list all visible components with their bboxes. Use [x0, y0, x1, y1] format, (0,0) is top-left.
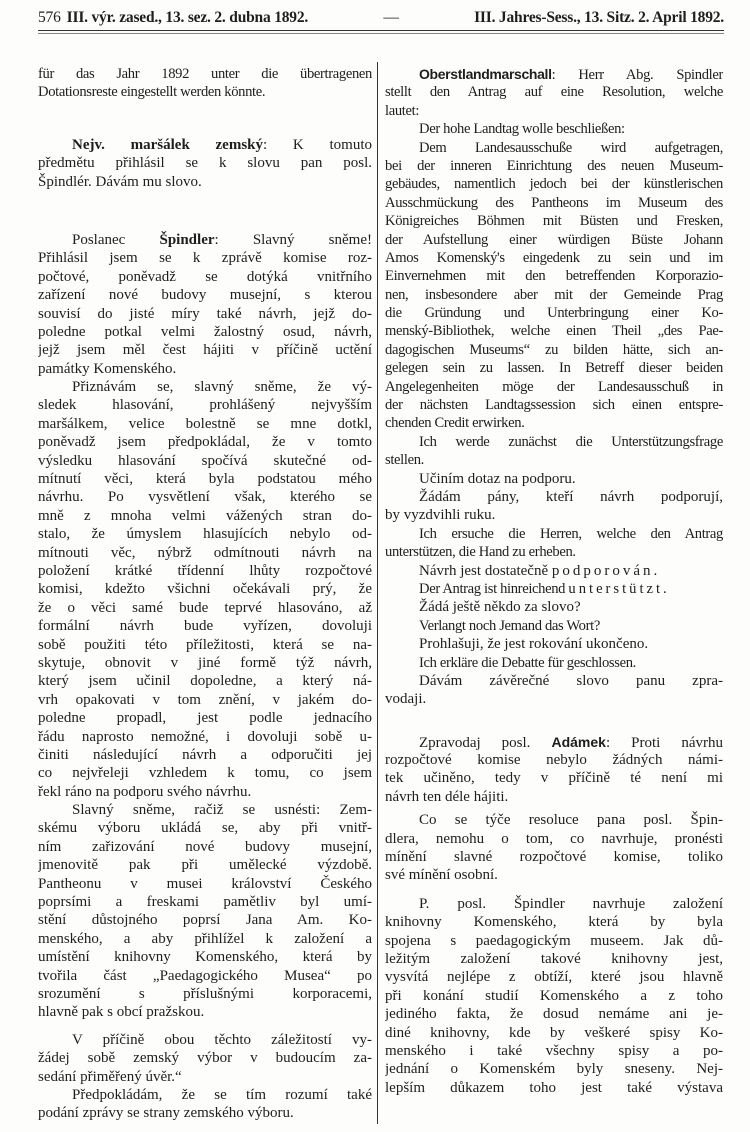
- text-line: mítnouti věc, nýbrž odmítnouti návrh na: [38, 544, 372, 561]
- text-line: komisi, kdežto všichni očekávali prý, že: [38, 581, 372, 598]
- header-right-text: III. Jahres-Sess., 13. Sitz. 2. April 1892.: [474, 9, 724, 26]
- text-line: gelegen sein zu lassen. In Betreff dieser beiden: [385, 360, 723, 377]
- paragraph: [38, 65, 372, 102]
- text-line: V příčině obou těchto záležitostí vy-: [72, 1031, 372, 1048]
- text-line: lautet:: [385, 102, 420, 119]
- text-line: srozumění s příslušnými korporacemi,: [38, 985, 372, 1002]
- text-line: stalo, že úmyslem hlasujících nebylo od-: [38, 526, 372, 543]
- text-line: vrh opakovati v tom znění, v jakém do-: [38, 691, 372, 708]
- text-line: menského, a aby přihlížel k založení a: [38, 930, 372, 947]
- text-line: bei der inneren Einrichtung des neuen Museum-: [385, 157, 723, 174]
- text-line: Přiznávám se, slavný sněme, že vý-: [72, 379, 372, 396]
- text-line: návrhu. Po vysvětlení však, kterého se: [38, 489, 372, 506]
- text-line: Ausschmückung des Pantheons im Museum des: [385, 194, 723, 211]
- text-line: sobě použiti této příležitosti, která se na-: [38, 636, 372, 653]
- text-line: činiti následující návrh a odporučiti jej: [38, 746, 372, 763]
- paragraph: [385, 562, 723, 580]
- text-line: gebäudes, namentlich jedoch bei der künstlerischen: [385, 176, 723, 193]
- text-line: skému výboru ukládá se, aby při vnitř-: [38, 820, 372, 837]
- paragraph: [385, 895, 723, 1097]
- text-line: mínění slavné rozpočtové komise, toliko: [385, 849, 723, 866]
- paragraph: [385, 635, 723, 653]
- text-line: poprsími a freskami pamětliv byl umí-: [38, 894, 372, 911]
- paragraph: [385, 525, 723, 562]
- speaker-text: : Proti návrhu: [605, 734, 723, 751]
- text-line: skytuje, obnovit v jiné formě týž návrh,: [38, 654, 372, 671]
- text-line: by vyzdvihli ruku.: [385, 507, 496, 524]
- text-line: poledne potkal velmi žalostný osud, návrh,: [38, 323, 372, 340]
- paragraph: [385, 598, 723, 616]
- text-line: počtové, poněvadž se dotýká vnitřního: [38, 268, 372, 285]
- text-line: Ich ersuche die Herren, welche den Antrag: [419, 525, 723, 542]
- speaker-name: Špindler: [159, 231, 215, 248]
- paragraph: [385, 672, 723, 709]
- paragraph: [385, 120, 723, 138]
- text-line: Špindlér. Dávám mu slovo.: [38, 173, 202, 190]
- text-line: [385, 580, 723, 598]
- text-line: Verlangt noch Jemand das Wort?: [419, 617, 600, 634]
- header-separator: —: [383, 9, 399, 26]
- text-line: Angelegenheiten möge der Landesausschuß in: [385, 378, 723, 395]
- text-line: Ich werde zunächst die Unterstützungsfrage: [419, 433, 723, 450]
- speaker-text: : Slavný sněme!: [214, 231, 372, 248]
- text-line: formální návrh bude vyřízen, dovoluji: [38, 618, 372, 635]
- text-line: podání zprávy se strany zemského výboru.: [38, 1105, 294, 1122]
- paragraph: [385, 65, 723, 120]
- text-line: souvisí do jisté míry také návrh, jejž do-: [38, 305, 372, 322]
- text-line: stění důstojného poprsí Jana Am. Ko-: [38, 912, 372, 929]
- text-line: rozpočtové komise nebylo žádných námi-: [385, 752, 723, 769]
- text-line: maršálkem, velice bolestně se mne dotkl,: [38, 415, 372, 432]
- paragraph: [38, 1086, 372, 1123]
- text-line: ním zařizování nové budovy musejní,: [38, 838, 372, 855]
- text-line: stellt den Antrag auf eine Resolution, welche: [385, 84, 723, 101]
- speaker-prefix: Der Antrag ist hinreichend: [419, 580, 569, 597]
- column-divider: [377, 62, 378, 1124]
- text-line: [385, 65, 723, 83]
- paragraph: [38, 1031, 372, 1086]
- text-line: [385, 562, 723, 580]
- paragraph: [385, 811, 723, 885]
- text-line: umístění knihovny Komenského, která by: [38, 949, 372, 966]
- text-line: nen, insbesondere aber mit der Gemeinde Prag: [385, 286, 723, 303]
- text-line: menský-Bibliothek, welche einen Theil „des Pae-: [385, 323, 723, 340]
- speaker-prefix: Zpravodaj posl.: [419, 734, 552, 751]
- text-line: Žádá ještě někdo za slovo?: [419, 599, 581, 616]
- text-line: mítnutí věci, která byla podstatou mého: [38, 471, 372, 488]
- text-line: řekl ráno na podporu svého návrhu.: [38, 783, 252, 800]
- text-line: jednání o Komenském byly sneseny. Nej-: [385, 1061, 723, 1078]
- text-line: Dávám závěrečné slovo panu zpra-: [419, 672, 723, 689]
- text-line: unterstützen, die Hand zu erheben.: [385, 544, 576, 561]
- header-left-text: III. výr. zased., 13. sez. 2. dubna 1892.: [66, 9, 309, 26]
- text-line: Pantheonu v musei království Českého: [38, 875, 372, 892]
- speaker-name: Nejv. maršálek zemský: [72, 136, 264, 153]
- paragraph: [385, 139, 723, 433]
- text-line: jejž jsem měl čest hájiti v příčině uctění: [38, 342, 372, 359]
- text-line: P. posl. Špindler navrhuje založení: [419, 895, 723, 912]
- text-line: při konání studií Komenského a z toho: [385, 987, 723, 1004]
- text-line: [38, 231, 372, 249]
- right-column: [385, 65, 723, 1097]
- paragraph: [385, 433, 723, 470]
- text-line: mně z mnoha velmi vážených stran do-: [38, 507, 372, 524]
- text-line: Amos Komenský's eingedenk zu sein und im: [385, 249, 723, 266]
- speaker-prefix: Poslanec: [72, 231, 160, 248]
- header-czech: [38, 9, 308, 27]
- text-line: Co se týče resoluce pana posl. Špin-: [419, 812, 723, 829]
- text-line: že o věci samé bude teprvé hlasováno, až: [38, 599, 372, 616]
- text-line: Učiním dotaz na podporu.: [419, 470, 576, 487]
- paragraph: [385, 470, 723, 488]
- text-line: řádu naprosto nemožné, i dovoluji sobě u-: [38, 728, 372, 745]
- text-line: Přihlásil jsem se k zprávě komise roz-: [38, 250, 372, 267]
- text-line: ležitým založení takové knihovny jest,: [385, 950, 723, 967]
- text-line: chenden Credit erwirken.: [385, 415, 525, 432]
- text-line: menského i také všechny spisy a po-: [385, 1042, 723, 1059]
- text-line: Ich erkläre die Debatte für geschlossen.: [419, 654, 636, 671]
- text-line: co nejvřeleji vzhledem k tomu, co jsem: [38, 765, 372, 782]
- emphasized-text: unterstützt.: [568, 580, 670, 597]
- text-line: Slavný sněme, račiž se usnésti: Zem-: [72, 802, 372, 819]
- text-line: spojena s paedagogickým museem. Jak dů-: [385, 932, 723, 949]
- text-line: sledek hlasování, prohlášený nejvyšším: [38, 397, 372, 414]
- paragraph: [38, 136, 372, 191]
- text-line: návrh ten déle hájiti.: [385, 788, 509, 805]
- paragraph: [385, 654, 723, 672]
- text-line: Königreiches Böhmen mit Büsten und Fresken,: [385, 213, 723, 230]
- text-line: položení krátké třídenní lhůty rozpočtové: [38, 562, 372, 579]
- text-line: Předpokládám, že se tím rozumí také: [72, 1086, 372, 1103]
- text-line: Der hohe Landtag wolle beschließen:: [419, 121, 625, 138]
- left-column: [38, 65, 372, 1123]
- text-line: sedání přiměřený úvěr.“: [38, 1068, 182, 1085]
- speaker-prefix: Návrh jest dostatečně: [419, 562, 552, 579]
- text-line: žádej sobě zemský výbor v budoucím za-: [38, 1050, 372, 1067]
- paragraph: [385, 488, 723, 525]
- text-line: poněvadž jsem předpokládal, že v tomto: [38, 434, 372, 451]
- text-line: tvořila část „Paedagogického Musea“ po: [38, 967, 372, 984]
- text-line: poledne propadl, jest podle jednacího: [38, 710, 372, 727]
- text-line: die Gründung und Unterbringung einer Ko-: [385, 305, 723, 322]
- text-line: knihovny Komenského, která by byla: [385, 914, 723, 931]
- text-line: dagogischen Museums“ zu bilden hätte, sich an-: [385, 341, 723, 358]
- emphasized-text: podporován.: [551, 562, 661, 579]
- text-line: výsledku hlasování spočívá skutečné od-: [38, 452, 372, 469]
- paragraph: [385, 580, 723, 598]
- text-line: jediného fakta, že dosud nemáme ani je-: [385, 1006, 723, 1023]
- text-line: jmenovitě pak při umělecké výzdobě.: [38, 857, 372, 874]
- text-line: Žádám pány, kteří návrh podporují,: [419, 488, 723, 505]
- header-rule: [38, 33, 724, 34]
- running-header: [38, 6, 724, 31]
- text-line: Prohlašuji, že jest rokování ukončeno.: [419, 636, 649, 653]
- text-line: für das Jahr 1892 unter die übertragenen: [38, 66, 372, 82]
- text-line: lepším důkazem toho jest také výstava: [385, 1079, 723, 1096]
- text-line: předmětu přihlásil se k slovu pan posl.: [38, 155, 372, 172]
- speaker-text: : Herr Abg. Spindler: [551, 67, 723, 83]
- text-line: Einvernehmen mit den betreffenden Korporazio-: [385, 268, 723, 285]
- text-line: památky Komenského.: [38, 360, 177, 377]
- text-line: své mínění osobní.: [385, 867, 498, 884]
- text-line: [38, 136, 372, 154]
- text-line: dlera, nemohu o tom, co navrhuje, pronésti: [385, 830, 723, 847]
- paragraph: [38, 378, 372, 801]
- text-line: der nächsten Landtagssession sich einen entspre-: [385, 397, 723, 414]
- paragraph: [385, 617, 723, 635]
- text-line: který jsem učinil dopoledne, a který ná-: [38, 673, 372, 690]
- paragraph: [38, 801, 372, 1022]
- text-line: diné knihovny, kde by veškeré spisy Ko-: [385, 1024, 723, 1041]
- speaker-text: : K tomuto: [263, 136, 372, 153]
- text-line: zařízení nové budovy musejní, s kterou: [38, 287, 372, 304]
- text-line: hlavně pak s obcí pražskou.: [38, 1004, 205, 1021]
- page-number: 576: [38, 9, 61, 26]
- text-line: [385, 733, 723, 751]
- text-line: stellen.: [385, 452, 424, 469]
- text-line: der Aufstellung einer würdigen Büste Johann: [385, 231, 723, 248]
- text-line: Dotationsreste eingestellt werden könnte.: [38, 84, 266, 101]
- text-line: Dem Landesausschuße wird aufgetragen,: [419, 139, 723, 156]
- text-line: vodaji.: [385, 691, 427, 708]
- speaker-name: Adámek: [551, 733, 606, 750]
- text-line: tek učiněno, tedy v příčině té není mi: [385, 770, 723, 787]
- speaker-name: Oberstlandmarschall: [419, 66, 552, 82]
- text-line: vysvítá nejlépe z obtíží, které jsou hlavně: [385, 969, 723, 986]
- paragraph: [385, 733, 723, 807]
- paragraph: [38, 231, 372, 378]
